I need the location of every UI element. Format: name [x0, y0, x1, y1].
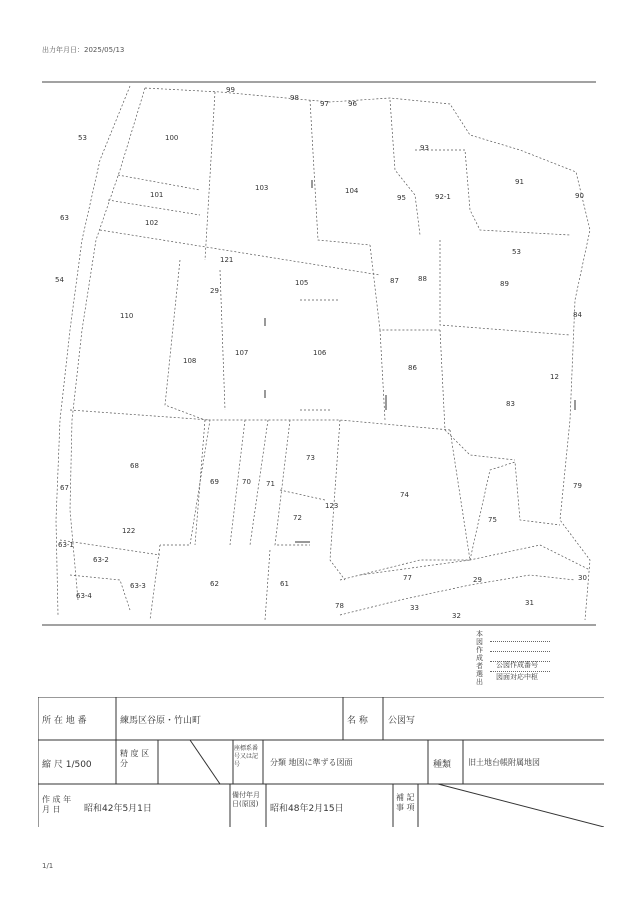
svg-text:104: 104 [345, 187, 359, 195]
svg-text:96: 96 [348, 100, 357, 108]
svg-text:100: 100 [165, 134, 179, 142]
svg-text:71: 71 [266, 480, 275, 488]
svg-text:67: 67 [60, 484, 69, 492]
value-created: 昭和42年5月1日 [84, 804, 152, 814]
label-name: 名 称 [347, 716, 368, 726]
svg-text:63-3: 63-3 [130, 582, 146, 590]
value-location: 練馬区谷原・竹山町 [120, 716, 202, 726]
svg-text:68: 68 [130, 462, 139, 470]
label-created: 作 成 年 月 日 [42, 795, 72, 814]
svg-text:92-1: 92-1 [435, 193, 451, 201]
svg-text:63: 63 [60, 214, 69, 222]
label-scale: 縮 尺 1/500 [42, 760, 92, 770]
svg-text:121: 121 [220, 256, 234, 264]
svg-text:78: 78 [335, 602, 344, 610]
svg-text:12: 12 [550, 373, 559, 381]
svg-text:32: 32 [452, 612, 461, 620]
svg-text:70: 70 [242, 478, 251, 486]
svg-text:107: 107 [235, 349, 249, 357]
svg-text:98: 98 [290, 94, 299, 102]
svg-text:53: 53 [78, 134, 87, 142]
annotation-block [476, 630, 556, 690]
svg-text:106: 106 [313, 349, 327, 357]
svg-text:53: 53 [512, 248, 521, 256]
label-coordinate: 座標系番号又は記号 [234, 745, 259, 768]
svg-text:103: 103 [255, 184, 269, 192]
svg-text:95: 95 [397, 194, 406, 202]
svg-text:101: 101 [150, 191, 164, 199]
value-map-type: 分類 地図に準ずる図面 [270, 758, 353, 767]
svg-text:102: 102 [145, 219, 159, 227]
svg-text:29: 29 [473, 576, 482, 584]
svg-text:83: 83 [506, 400, 515, 408]
svg-text:31: 31 [525, 599, 534, 607]
svg-text:88: 88 [418, 275, 427, 283]
svg-text:69: 69 [210, 478, 219, 486]
svg-text:77: 77 [403, 574, 412, 582]
svg-text:99: 99 [226, 86, 235, 94]
svg-text:30: 30 [578, 574, 587, 582]
svg-text:74: 74 [400, 491, 409, 499]
svg-text:90: 90 [575, 192, 584, 200]
svg-text:61: 61 [280, 580, 289, 588]
svg-text:91: 91 [515, 178, 524, 186]
svg-text:108: 108 [183, 357, 197, 365]
svg-text:63-2: 63-2 [93, 556, 109, 564]
page-number: 1/1 [42, 862, 54, 870]
value-backup: 昭和48年2月15日 [270, 804, 344, 814]
svg-text:62: 62 [210, 580, 219, 588]
label-location: 所 在 地 番 [42, 716, 87, 726]
svg-text:73: 73 [306, 454, 315, 462]
svg-text:75: 75 [488, 516, 497, 524]
value-kind: 旧土地台帳附属地図 [468, 758, 540, 767]
label-note: 補 記 事 項 [396, 793, 415, 812]
svg-text:86: 86 [408, 364, 417, 372]
output-date: 出力年月日：2025/05/13 [42, 46, 125, 54]
svg-text:33: 33 [410, 604, 419, 612]
svg-text:29: 29 [210, 287, 219, 295]
svg-text:54: 54 [55, 276, 64, 284]
svg-text:110: 110 [120, 312, 134, 320]
svg-text:79: 79 [573, 482, 582, 490]
label-backup: 備付年月日(原図) [232, 791, 260, 808]
label-precision: 精 度 区 分 [120, 749, 150, 768]
svg-text:122: 122 [122, 527, 136, 535]
svg-text:63-4: 63-4 [76, 592, 92, 600]
svg-text:105: 105 [295, 279, 309, 287]
svg-text:97: 97 [320, 100, 329, 108]
svg-text:63-1: 63-1 [58, 541, 74, 549]
label-kind: 種類 [433, 760, 452, 770]
svg-text:87: 87 [390, 277, 399, 285]
svg-text:123: 123 [325, 502, 339, 510]
svg-text:72: 72 [293, 514, 302, 522]
annotation-value-2: 図面対応中枢 [496, 673, 538, 681]
annotation-vertical-label: 本 図 作 成 者 選 出 [476, 630, 483, 686]
svg-text:84: 84 [573, 311, 582, 319]
svg-text:93: 93 [420, 144, 429, 152]
svg-text:89: 89 [500, 280, 509, 288]
annotation-value-1: 公図作成番号 [496, 661, 538, 669]
info-table [38, 697, 604, 827]
value-name: 公図写 [388, 716, 416, 726]
